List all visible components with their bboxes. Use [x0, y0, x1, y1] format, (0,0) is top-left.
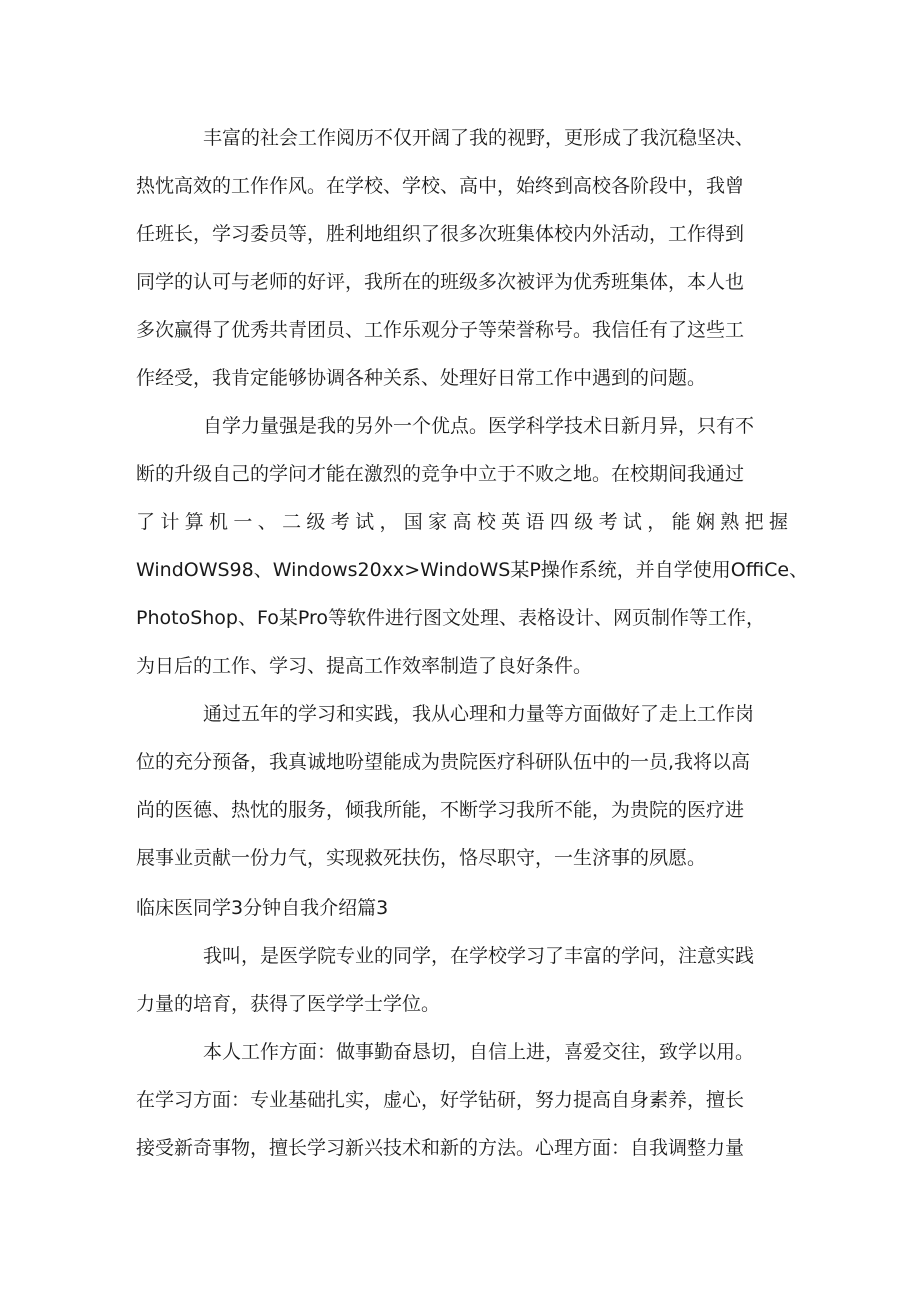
paragraph-1-line-6: 作经受，我肯定能够协调各种关系、处理好日常工作中遇到的问题。: [136, 367, 707, 389]
section-heading: 临床医同学3分钟自我介绍篇3: [136, 897, 389, 919]
paragraph-5-line-2: 在学习方面：专业基础扎实，虚心，好学钻研，努力提高自身素养，擅长: [136, 1089, 745, 1111]
paragraph-4-line-2: 力量的培育，获得了医学学士学位。: [136, 993, 441, 1015]
paragraph-2-line-4: WindOWS98、Windows20xx>WindoWS某P操作系统，并自学使用OffiCe、: [136, 559, 809, 581]
paragraph-3-line-2: 位的充分预备，我真诚地吩望能成为贵院医疗科研队伍中的一员,我将以高: [136, 751, 751, 773]
paragraph-5-line-3: 接受新奇事物，擅长学习新兴技术和新的方法。心理方面：自我调整力量: [136, 1137, 745, 1159]
paragraph-2-line-5: PhotoShop、Fo某Pro等软件进行图文处理、表格设计、网页制作等工作，: [136, 607, 766, 629]
paragraph-5-line-1: 本人工作方面：做事勤奋恳切，自信上进，喜爱交往，致学以用。: [203, 1041, 755, 1063]
paragraph-1-line-5: 多次赢得了优秀共青团员、工作乐观分子等荣誉称号。我信任有了这些工: [136, 319, 745, 341]
paragraph-1-line-3: 任班长，学习委员等，胜利地组织了很多次班集体校内外活动，工作得到: [136, 223, 745, 245]
paragraph-2-line-3: 了计算机一、二级考试，国家高校英语四级考试，能娴熟把握: [136, 511, 788, 533]
paragraph-3-line-4: 展事业贡献一份力气，实现救死扶伤，恪尽职守，一生济事的夙愿。: [136, 847, 707, 869]
paragraph-3-line-3: 尚的医德、热忱的服务，倾我所能，不断学习我所不能，为贵院的医疗进: [136, 799, 745, 821]
paragraph-2-line-2: 断的升级自己的学问才能在激烈的竞争中立于不败之地。在校期间我通过: [136, 463, 745, 485]
paragraph-1-line-2: 热忱高效的工作作风。在学校、学校、高中，始终到高校各阶段中，我曾: [136, 175, 745, 197]
paragraph-2-line-6: 为日后的工作、学习、提高工作效率制造了良好条件。: [136, 655, 593, 677]
paragraph-2-line-1: 自学力量强是我的另外一个优点。医学科学技术日新月异，只有不: [203, 415, 755, 437]
paragraph-3-line-1: 通过五年的学习和实践，我从心理和力量等方面做好了走上工作岗: [203, 703, 755, 725]
paragraph-1-line-4: 同学的认可与老师的好评，我所在的班级多次被评为优秀班集体，本人也: [136, 271, 745, 293]
paragraph-4-line-1: 我叫，是医学院专业的同学，在学校学习了丰富的学问，注意实践: [203, 945, 755, 967]
paragraph-1-line-1: 丰富的社会工作阅历不仅开阔了我的视野，更形成了我沉稳坚决、: [203, 127, 755, 149]
